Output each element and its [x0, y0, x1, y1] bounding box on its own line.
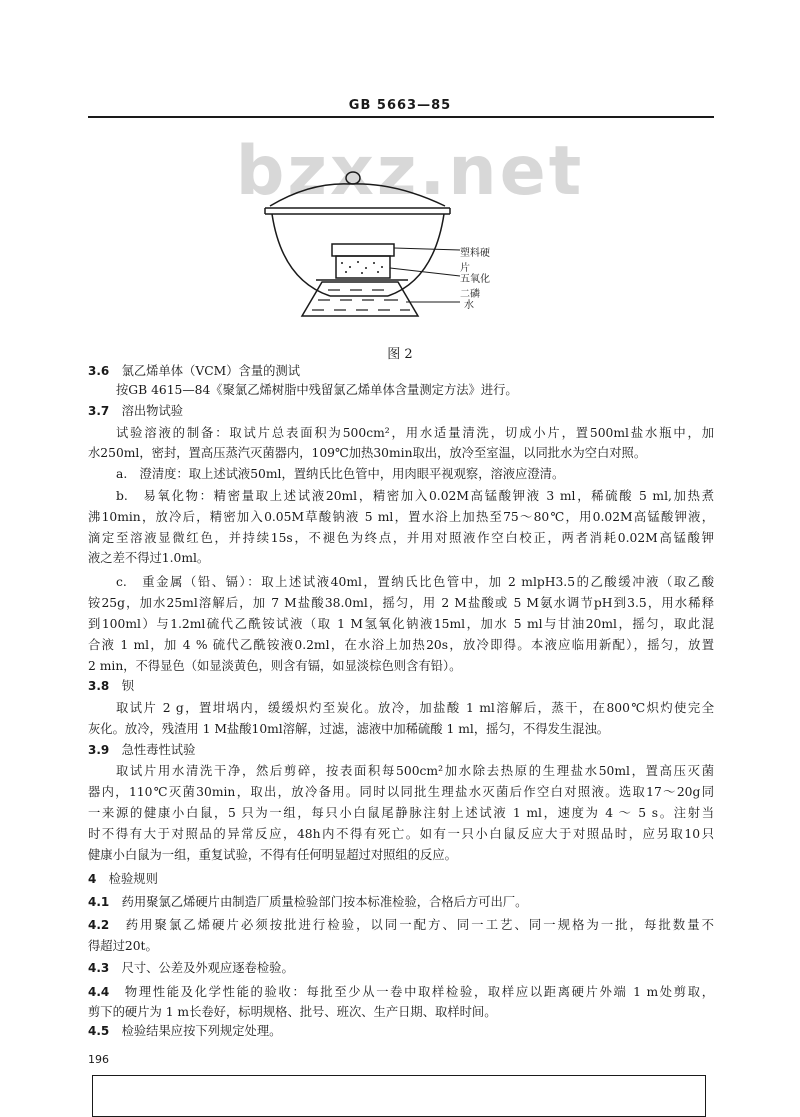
- paragraph-line: 器内，110℃灭菌30min，取出，放冷备用。同时以同批生理盐水灭菌后作空白对照液。选取17～20g同: [88, 785, 714, 799]
- item-b-line: 滴定至溶液显微红色，并持续15s，不褪色为终点，并用对照液作空白校正，两者消耗0.02M高锰酸钾: [88, 531, 714, 545]
- item-b-line: 液之差不得过1.0ml。: [88, 551, 210, 565]
- paragraph-line: 试验溶液的制备：取试片总表面积为500cm²，用水适量清洗，切成小片，置500ml盐水瓶中，加: [116, 426, 714, 440]
- section-4-heading: 4 检验规则: [88, 872, 158, 886]
- section-4-3: 4.3 尺寸、公差及外观应逐卷检验。: [88, 961, 294, 975]
- bottom-frame: [92, 1075, 706, 1117]
- paragraph-line: 灰化。放冷，残渣用 1 M盐酸10ml溶解，过滤，滤液中加稀硫酸 1 ml，摇匀，不得发生混浊。: [88, 722, 610, 736]
- section-4-2-line: 得超过20t。: [88, 939, 158, 953]
- item-c-line: 到100ml）与1.2ml硫代乙酰铵试液（取 1 M氢氧化钠液15ml，加水 5 ml与甘油20ml，摇匀，取此混: [88, 617, 714, 631]
- page-number: 196: [88, 1053, 109, 1066]
- section-4-1: 4.1 药用聚氯乙烯硬片由制造厂质量检验部门按本标准检验，合格后方可出厂。: [88, 895, 528, 909]
- item-c-line: 2 min，不得显色（如显淡黄色，则含有镉，如显淡棕色则含有铅）。: [88, 659, 462, 673]
- item-c-line: 合液 1 ml，加 4 % 硫代乙酰铵液0.2ml，在水浴上加热20s，放冷即得。本液应临用新配），摇匀，放置: [88, 638, 714, 652]
- label-water: 水: [464, 300, 474, 311]
- desiccator-drawing: [250, 168, 490, 333]
- paragraph-line: 水250ml，密封，置高压蒸汽灭菌器内，109℃加热30min取出，放冷至室温，以同批水为空白对照。: [88, 446, 647, 460]
- label-phosphorus-pentoxide: 五氧化二磷: [460, 274, 490, 300]
- paragraph-line: 取试片用水清洗干净，然后剪碎，按表面积每500cm²加水除去热原的生理盐水50ml，置高压灭菌: [116, 764, 714, 778]
- label-plastic-sheet: 塑料硬片: [460, 248, 490, 274]
- section-4-4-line: 4.4 物理性能及化学性能的验收：每批至少从一卷中取样检验，取样应以距离硬片外端 1 m处剪取，: [88, 985, 714, 999]
- paragraph-line: 一来源的健康小白鼠，5 只为一组，每只小白鼠尾静脉注射上述试液 1 ml，速度为 4 ～ 5 s。注射当: [88, 806, 714, 820]
- header-rule: [88, 116, 714, 118]
- section-4-5: 4.5 检验结果应按下列规定处理。: [88, 1024, 282, 1038]
- item-c-line: c. 重金属（铅、镉）：取上述试液40ml，置纳氏比色管中，加 2 mlpH3.5的乙酸缓冲液（取乙酸: [116, 575, 714, 589]
- leader-lines: [390, 248, 460, 302]
- paragraph-line: 取试片 2 g，置坩埚内，缓缓炽灼至炭化。放冷，加盐酸 1 ml溶解后，蒸干，在800℃炽灼使完全: [116, 701, 714, 715]
- section-3-8-heading: 3.8 钡: [88, 679, 134, 693]
- apparatus-figure: [250, 168, 490, 337]
- figure-caption: 图 2: [387, 347, 413, 362]
- section-4-2-line: 4.2 药用聚氯乙烯硬片必须按批进行检验，以同一配方、同一工艺、同一规格为一批，每批数量不: [88, 918, 714, 932]
- item-b-line: b. 易氧化物：精密量取上述试液20ml，精密加入0.02M高锰酸钾液 3 ml，稀硫酸 5 ml,加热煮: [116, 489, 714, 503]
- paragraph-line: 时不得有大于对照品的异常反应，48h内不得有死亡。如有一只小白鼠反应大于对照品时，应另取10只: [88, 827, 714, 841]
- section-3-9-heading: 3.9 急性毒性试验: [88, 743, 196, 757]
- document-header: GB 5663—85: [348, 98, 452, 113]
- watermark: bzxz.net: [235, 132, 585, 211]
- item-a: a. 澄清度：取上述试液50ml，置纳氏比色管中，用肉眼平视观察，溶液应澄清。: [116, 467, 565, 481]
- section-3-7-heading: 3.7 溶出物试验: [88, 404, 184, 418]
- section-3-6-heading: 3.6 氯乙烯单体（VCM）含量的测试: [88, 364, 301, 378]
- item-b-line: 沸10min，放冷后，精密加入0.05M草酸钠液 5 ml，置水浴上加热至75～80℃，用0.02M高锰酸钾液，: [88, 510, 714, 524]
- paragraph-line: 健康小白鼠为一组，重复试验，不得有任何明显超过对照组的反应。: [88, 848, 457, 862]
- desiccant-pattern: [341, 261, 383, 274]
- section-3-6-text: 按GB 4615—84《聚氯乙烯树脂中残留氯乙烯单体含量测定方法》进行。: [116, 383, 518, 397]
- section-4-4-line: 剪下的硬片为 1 m长卷好，标明规格、批号、班次、生产日期、取样时间。: [88, 1005, 497, 1019]
- item-c-line: 铵25g，加水25ml溶解后，加 7 M盐酸38.0ml，摇匀，用 2 M盐酸或 5 M氨水调节pH到3.5，用水稀释: [88, 596, 714, 610]
